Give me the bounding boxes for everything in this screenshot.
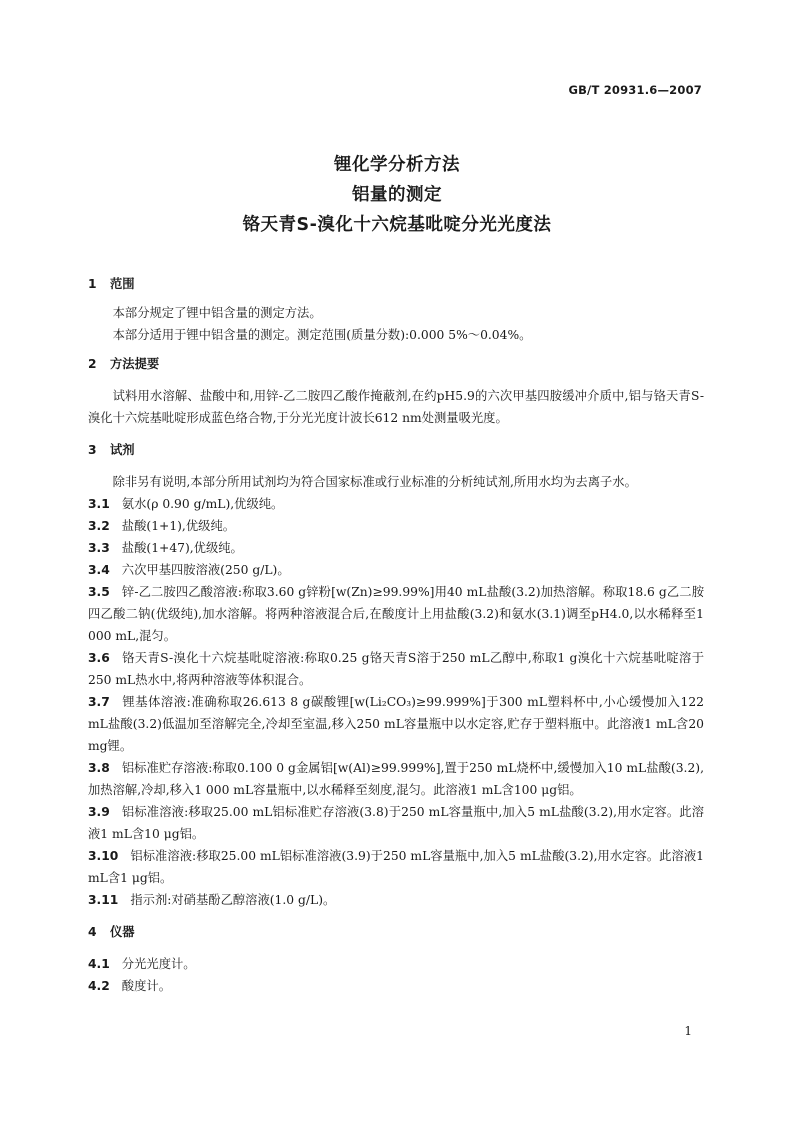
list-item (88, 537, 704, 559)
item-text: 六次甲基四胺溶液(250 g/L)。 (121, 563, 290, 577)
list-item (88, 581, 704, 647)
document-body (88, 273, 704, 997)
item-text: 锌-乙二胺四乙酸溶液:称取3.60 g锌粉[w(Zn)≥99.99%]用40 mL盐酸(3.2)加热溶解。称取18.6 g乙二胺四乙酸二钠(优级纯),加水溶解。将两种溶液混合后,在酸度计上用盐酸(3.2)和氨水(3.1)调至pH4.0,以水稀释至1 000 mL,混匀。 (88, 585, 704, 643)
section-heading-instruments (88, 921, 704, 943)
section-heading-reagents (88, 439, 704, 461)
section-number: 3 (88, 443, 97, 457)
list-item (88, 559, 704, 581)
section-number: 4 (88, 925, 97, 939)
item-text: 铝标准溶液:移取25.00 mL铝标准溶液(3.9)于250 mL容量瓶中,加入5 mL盐酸(3.2),用水定容。此溶液1 mL含1 μg铝。 (88, 849, 704, 885)
item-number: 3.2 (88, 519, 110, 533)
item-number: 3.9 (88, 805, 110, 819)
item-number: 3.3 (88, 541, 110, 555)
reagent-list (88, 493, 704, 911)
section-heading-scope (88, 273, 704, 295)
item-text: 铬天青S-溴化十六烷基吡啶溶液:称取0.25 g铬天青S溶于250 mL乙醇中,称取1 g溴化十六烷基吡啶溶于250 mL热水中,将两种溶液等体积混合。 (88, 651, 704, 687)
section-title: 仪器 (110, 925, 135, 939)
item-number: 3.10 (88, 849, 119, 863)
section-number: 1 (88, 277, 97, 291)
item-number: 3.8 (88, 761, 110, 775)
scope-paragraph-1: 本部分规定了锂中铝含量的测定方法。 (112, 306, 322, 320)
section-title: 试剂 (110, 443, 135, 457)
reagents-intro: 除非另有说明,本部分所用试剂均为符合国家标准或行业标准的分析纯试剂,所用水均为去离子水。 (112, 475, 637, 489)
item-text: 氨水(ρ 0.90 g/mL),优级纯。 (121, 497, 284, 511)
item-text: 酸度计。 (121, 979, 171, 993)
item-text: 盐酸(1+1),优级纯。 (121, 519, 236, 533)
list-item (88, 647, 704, 691)
title-line-2: 铝量的测定 (352, 185, 442, 205)
scope-paragraph-2: 本部分适用于锂中铝含量的测定。测定范围(质量分数):0.000 5%～0.04%。 (112, 328, 532, 342)
page-number: 1 (684, 1024, 692, 1038)
item-number: 4.1 (88, 957, 110, 971)
standard-number: GB/T 20931.6—2007 (568, 83, 702, 97)
item-text: 盐酸(1+47),优级纯。 (121, 541, 243, 555)
item-number: 3.6 (88, 651, 110, 665)
item-text: 分光光度计。 (121, 957, 196, 971)
list-item (88, 691, 704, 757)
list-item (88, 757, 704, 801)
section-heading-method (88, 353, 704, 375)
list-item (88, 515, 704, 537)
title-line-1: 锂化学分析方法 (334, 155, 460, 175)
section-number: 2 (88, 357, 97, 371)
item-number: 3.11 (88, 893, 119, 907)
title-line-3: 铬天青S-溴化十六烷基吡啶分光光度法 (242, 215, 552, 235)
section-title: 方法提要 (110, 357, 160, 371)
item-number: 3.1 (88, 497, 110, 511)
list-item (88, 953, 704, 975)
instrument-list (88, 953, 704, 997)
item-text: 锂基体溶液:准确称取26.613 8 g碳酸锂[w(Li₂CO₃)≥99.999%]于300 mL塑料杯中,小心缓慢加入122 mL盐酸(3.2)低温加至溶解完全,冷却至室温,移入250 mL容量瓶中以水定容,贮存于塑料瓶中。此溶液1 mL含20 mg锂。 (88, 695, 704, 753)
item-text: 铝标准溶液:移取25.00 mL铝标准贮存溶液(3.8)于250 mL容量瓶中,加入5 mL盐酸(3.2),用水定容。此溶液1 mL含10 μg铝。 (88, 805, 704, 841)
item-number: 4.2 (88, 979, 110, 993)
list-item (88, 493, 704, 515)
section-title: 范围 (110, 277, 135, 291)
list-item (88, 889, 704, 911)
method-paragraph: 试料用水溶解、盐酸中和,用锌-乙二胺四乙酸作掩蔽剂,在约pH5.9的六次甲基四胺缓冲介质中,铝与铬天青S-溴化十六烷基吡啶形成蓝色络合物,于分光光度计波长612 nm处测量吸光度。 (88, 389, 704, 425)
document-title (0, 150, 794, 240)
item-number: 3.7 (88, 695, 110, 709)
item-text: 铝标准贮存溶液:称取0.100 0 g金属铝[w(Al)≥99.999%],置于250 mL烧杯中,缓慢加入10 mL盐酸(3.2),加热溶解,冷却,移入1 000 mL容量瓶中,以水稀释至刻度,混匀。此溶液1 mL含100 μg铝。 (88, 761, 704, 797)
list-item (88, 975, 704, 997)
item-number: 3.4 (88, 563, 110, 577)
item-text: 指示剂:对硝基酚乙醇溶液(1.0 g/L)。 (130, 893, 336, 907)
list-item (88, 801, 704, 845)
list-item (88, 845, 704, 889)
item-number: 3.5 (88, 585, 110, 599)
